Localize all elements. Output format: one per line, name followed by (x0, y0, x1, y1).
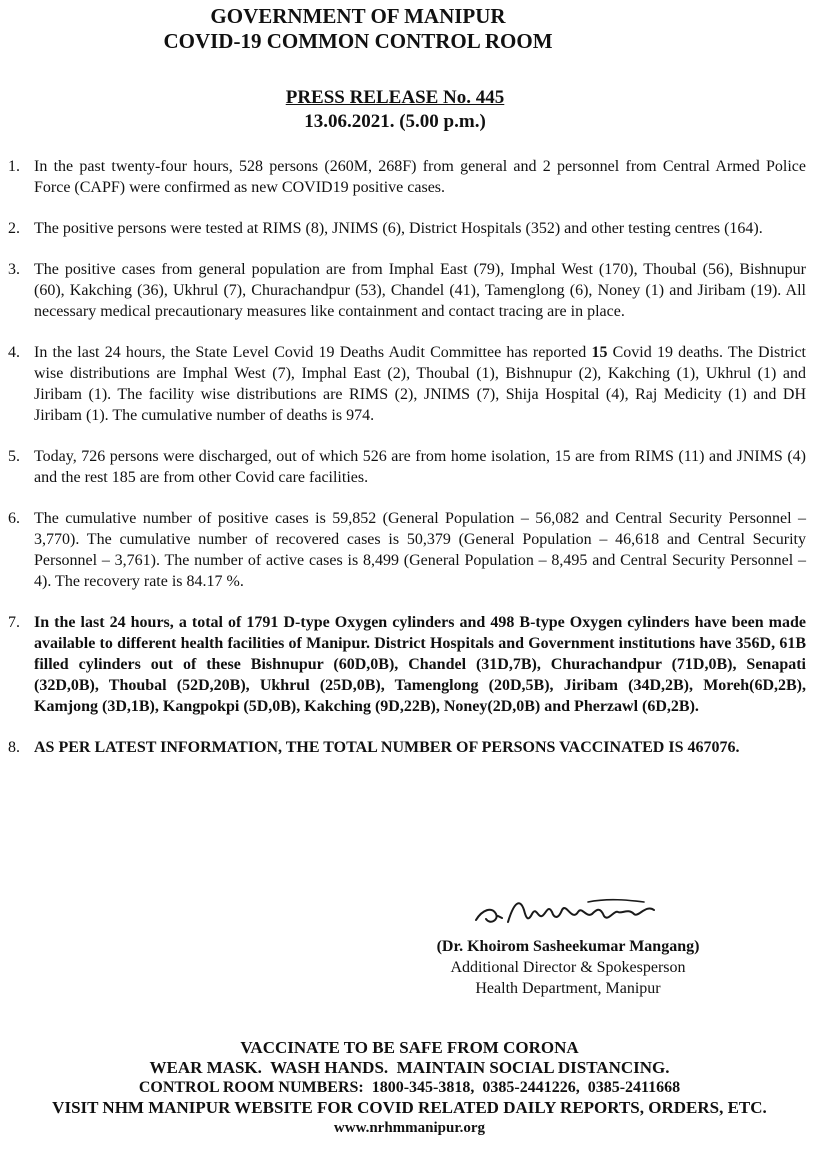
press-release-title: PRESS RELEASE No. 445 (285, 87, 505, 108)
item-text: In the last 24 hours, a total of 1791 D-type Oxygen cylinders and 498 B-type Oxygen cylinders have been made available to different health facilities of Manipur. District Hospitals and Government institutions have 356D, 61B filled cylinders out of these Bishnupur (60D,0B), Chandel (31D,7B), Churachandpur (71D,0B), Senapati (32D,0B), Thoubal (52D,20B), Ukhrul (25D,0B), Tamenglong (20D,5B), Jiribam (34D,2B), Moreh(6D,2B), Kamjong (3D,1B), Kangpokpi (5D,0B), Kakching (9D,22B), Noney(2D,0B) and Pherzawl (6D,2B). (34, 614, 806, 715)
list-item-8 (8, 737, 806, 758)
signatory-department: Health Department, Manipur (475, 980, 661, 997)
death-count: 15 (591, 344, 608, 361)
footer-website-note: VISIT NHM MANIPUR WEBSITE FOR COVID RELATED DAILY REPORTS, ORDERS, ETC. (52, 1098, 767, 1117)
item-number: 3. (8, 261, 20, 278)
item-number: 2. (8, 220, 20, 237)
footer-website-link: www.nrhmmanipur.org (333, 1120, 486, 1136)
list-item-5 (8, 446, 806, 488)
footer-notice (0, 1038, 819, 1138)
list-item-2 (8, 218, 806, 239)
item-number: 8. (8, 739, 20, 756)
list-item-1 (8, 156, 806, 198)
press-release-items (8, 156, 806, 778)
signatory-designation: Additional Director & Spokesperson (450, 959, 686, 976)
signature-block (418, 892, 718, 999)
list-item-7 (8, 612, 806, 717)
item-number: 4. (8, 344, 20, 361)
item-text-part: Covid 19 deaths. The District wise distributions are Imphal West (7), Imphal East (2), Thoubal (1), Bishnupur (2), Kakching (1), Ukhrul (1) and Jiribam (1). The facility wise distributions are RIMS (2), JNIMS (7), Shija Hospital (4), Raj Medicity (1) and DH Jiribam (1). The cumulative number of deaths is 974. (34, 344, 807, 424)
press-release-heading (0, 86, 790, 134)
signatory-name: (Dr. Khoirom Sasheekumar Mangang) (436, 938, 700, 955)
footer-precautions: WEAR MASK. WASH HANDS. MAINTAIN SOCIAL DISTANCING. (149, 1058, 670, 1077)
item-number: 1. (8, 158, 20, 175)
item-text: In the past twenty-four hours, 528 persons (260M, 268F) from general and 2 personnel from Central Armed Police Force (CAPF) were confirmed as new COVID19 positive cases. (34, 158, 806, 196)
item-number: 6. (8, 510, 20, 527)
list-item-4 (8, 342, 806, 426)
handwritten-signature (468, 892, 668, 932)
item-number: 7. (8, 614, 20, 631)
item-text: Today, 726 persons were discharged, out of which 526 are from home isolation, 15 are from RIMS (11) and JNIMS (4) and the rest 185 are from other Covid care facilities. (34, 448, 806, 486)
header-control-room: COVID-19 COMMON CONTROL ROOM (163, 29, 553, 53)
item-number: 5. (8, 448, 20, 465)
press-release-date: 13.06.2021. (5.00 p.m.) (304, 111, 486, 132)
item-text: AS PER LATEST INFORMATION, THE TOTAL NUMBER OF PERSONS VACCINATED IS 467076. (34, 739, 740, 756)
document-header (0, 4, 716, 54)
item-text-part: In the last 24 hours, the State Level Covid 19 Deaths Audit Committee has reported (34, 344, 592, 361)
footer-vaccinate: VACCINATE TO BE SAFE FROM CORONA (240, 1038, 579, 1057)
list-item-3 (8, 259, 806, 322)
item-text: The cumulative number of positive cases is 59,852 (General Population – 56,082 and Central Security Personnel – 3,770). The cumulative number of recovered cases is 50,379 (General Population – 46,618 and Central Security Personnel – 3,761). The number of active cases is 8,499 (General Population – 8,495 and Central Security Personnel – 4). The recovery rate is 84.17 %. (34, 510, 806, 590)
item-text: The positive persons were tested at RIMS (8), JNIMS (6), District Hospitals (352) and other testing centres (164). (34, 220, 763, 237)
item-text (34, 342, 806, 426)
item-text: The positive cases from general population are from Imphal East (79), Imphal West (170), Thoubal (56), Bishnupur (60), Kakching (36), Ukhrul (7), Churachandpur (53), Chandel (41), Tamenglong (6), Noney (1) and Jiribam (19). All necessary medical precautionary measures like containment and contact tracing are in place. (34, 261, 806, 320)
list-item-6 (8, 508, 806, 592)
footer-control-room-numbers: CONTROL ROOM NUMBERS: 1800-345-3818, 0385-2441226, 0385-2411668 (138, 1079, 681, 1096)
header-government: GOVERNMENT OF MANIPUR (210, 4, 506, 28)
